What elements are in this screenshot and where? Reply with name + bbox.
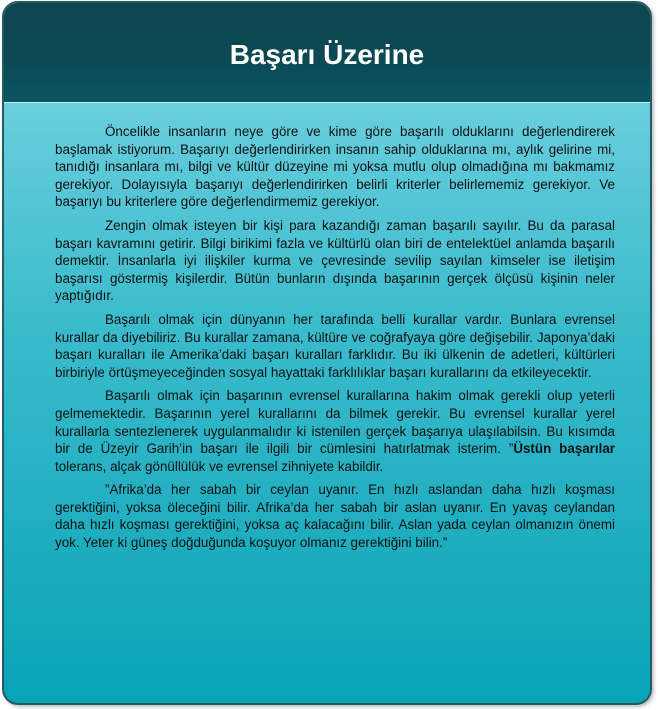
article-card [2,1,652,705]
paragraph-3: Başarılı olmak için dünyanın her tarafında belli kurallar vardır. Bunlara evrensel kurallar da diyebiliriz. Bu kurallar zamana, kültüre ve coğrafyaya göre değişebilir. Japonya’daki başarı kuralları ile Amerika’daki başarı kuralları farklıdır. Bu iki ülkenin de adetleri, kültürleri birbiriyle örtüşmeyeceğinden sosyal hayattaki farklılıklar başarı kurallarını da etkileyecektir. [55,311,615,380]
paragraph-4-text-end: tolerans, alçak gönüllülük ve evrensel zihniyete kabildir. [55,458,384,474]
paragraph-4 [55,387,615,475]
title-bar [4,3,650,103]
paragraph-2: Zengin olmak isteyen bir kişi para kazandığı zaman başarılı sayılır. Bu da parasal başarı kavramını getirir. Bilgi birikimi fazla ve kültürlü olan biri de entelektüel anlamda başarılı demektir. İnsanlarla iyi ilişkiler kurma ve çevresinde sevilip sayılan kimseler ise iletişim başarısı göstermiş kişilerdir. Bütün bunların dışında başarının gerçek ölçüsü kişinin neler yaptığıdır. [55,217,615,304]
paragraph-5: ”Afrika’da her sabah bir ceylan uyanır. En hızlı aslandan daha hızlı koşması gerektiğini, yoksa öleceğini bilir. Afrika’da her sabah bir aslan uyanır. En yavaş ceylandan daha hızlı koşması gerektiğini, yoksa aç kalacağını bilir. Aslan yada ceylan olmanızın önemi yok. Yeter ki güneş doğduğunda koşuyor olmanız gerektiğini bilin.” [55,482,615,551]
article-body [55,123,615,558]
paragraph-1: Öncelikle insanların neye göre ve kime göre başarılı olduklarını değerlendirerek başlamak istiyorum. Başarıyı değerlendirirken insanın sahip olduklarına mı, aylık gelirine mi, tanıdığı insanlara mı, bilgi ve kültür düzeyine mi yoksa mutlu olup olmadığına mı bakmamız gerekiyor. Dolayısıyla başarıyı değerlendirirken belirli kriterler belirlememiz gerekiyor. Ve başarıyı bu kriterlere göre değerlendirmemiz gerekiyor. [55,124,615,210]
quote-emphasis: Üstün başarılar [513,441,615,457]
page-title: Başarı Üzerine [229,39,425,70]
paragraph-4-text: Başarılı olmak için başarının evrensel kurallarına hakim olmak gerekli olup yeterli gelmemektedir. Başarının yerel kurallarını da bilmek gerekir. Bu evrensel kurallar yerel kurallarla sentezlenerek uygulanmalıdır ki istenilen gerçek başarıya ulaşılabilsin. Bu kısımda bir de Üzeyir Garih’in başarı ile ilgili bir cümlesini hatırlatmak isterim. ” [55,388,615,457]
